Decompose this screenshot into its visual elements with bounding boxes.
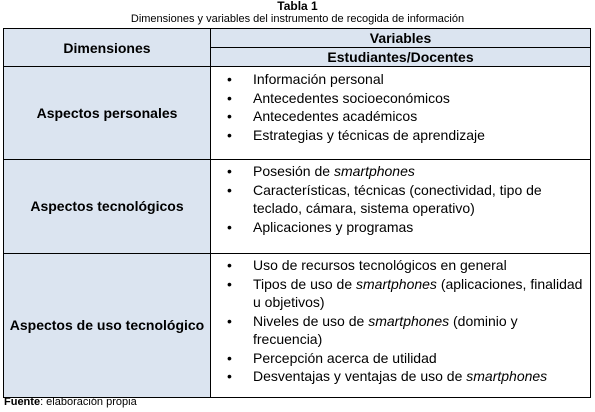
- variable-text: Estrategias y técnicas de aprendizaje: [253, 126, 485, 143]
- header-dimensions: Dimensiones: [4, 29, 211, 67]
- variable-text-italic: smartphones: [368, 312, 450, 329]
- variable-text: Tipos de uso de: [253, 275, 356, 292]
- variable-item: [211, 162, 584, 181]
- bullet-icon: •: [227, 257, 232, 273]
- table-number: Tabla 1: [277, 0, 318, 13]
- variable-text: Desventajas y ventajas de uso de: [253, 368, 467, 384]
- variable-text: Antecedentes socioeconómicos: [253, 89, 450, 106]
- bullet-icon: •: [227, 218, 232, 235]
- variables-list: [211, 70, 590, 144]
- variable-item: [211, 70, 584, 89]
- variable-text: Antecedentes académicos: [253, 108, 418, 124]
- variable-item: [211, 349, 584, 368]
- bullet-icon: •: [227, 126, 232, 143]
- variable-item: [211, 275, 584, 312]
- header-students-teachers: Estudiantes/Docentes: [211, 48, 591, 67]
- variable-item: [211, 367, 584, 386]
- bullet-icon: •: [227, 163, 232, 179]
- variable-item: [211, 256, 584, 275]
- variable-item: [211, 218, 584, 237]
- variables-cell: [211, 254, 591, 398]
- table-title: Dimensiones y variables del instrumento de recogida de información: [130, 13, 465, 25]
- dimensions-table: [3, 28, 591, 398]
- bullet-icon: •: [227, 89, 232, 106]
- variable-text: Información personal: [253, 71, 384, 87]
- variable-text: Niveles de uso de: [253, 312, 369, 329]
- table-row: [4, 160, 591, 254]
- variable-text: (dominio y frecuencia): [253, 312, 518, 347]
- bullet-icon: •: [227, 312, 232, 329]
- variable-text-italic: smartphones: [356, 275, 437, 292]
- bullet-icon: •: [227, 71, 232, 87]
- bullet-icon: •: [227, 349, 232, 366]
- source-text: : elaboración propia: [40, 396, 137, 408]
- dimension-cell: Aspectos personales: [4, 67, 211, 160]
- variable-text: Aplicaciones y programas: [253, 218, 414, 235]
- header-variables: Variables: [211, 29, 591, 48]
- table-row: [4, 67, 591, 160]
- variable-item: [211, 312, 584, 349]
- variable-text: Posesión de: [253, 163, 334, 179]
- variables-cell: [211, 160, 591, 254]
- source-note: [4, 396, 137, 409]
- dimension-cell: Aspectos tecnológicos: [4, 160, 211, 254]
- variables-cell: [211, 67, 591, 160]
- variable-item: [211, 126, 584, 145]
- dimension-cell: Aspectos de uso tecnológico: [4, 254, 211, 398]
- bullet-icon: •: [227, 181, 232, 198]
- variable-text-italic: smartphones: [466, 368, 548, 384]
- variable-text: Características, técnicas (conectividad, tipo de teclado, cámara, sistema operativo): [253, 181, 542, 216]
- variable-text: (aplicaciones, finalidad u objetivos): [253, 275, 583, 310]
- variable-item: [211, 107, 584, 126]
- variables-list: [211, 256, 590, 386]
- variable-item: [211, 181, 584, 218]
- bullet-icon: •: [227, 275, 232, 292]
- variable-text: Uso de recursos tecnológicos en general: [253, 257, 507, 273]
- variable-text: Percepción acerca de utilidad: [253, 349, 437, 366]
- bullet-icon: •: [227, 108, 232, 124]
- variables-list: [211, 162, 590, 236]
- variable-text-italic: smartphones: [333, 163, 415, 179]
- bullet-icon: •: [227, 368, 232, 384]
- variable-item: [211, 89, 584, 108]
- source-label: Fuente: [4, 396, 41, 408]
- table-row: [4, 254, 591, 398]
